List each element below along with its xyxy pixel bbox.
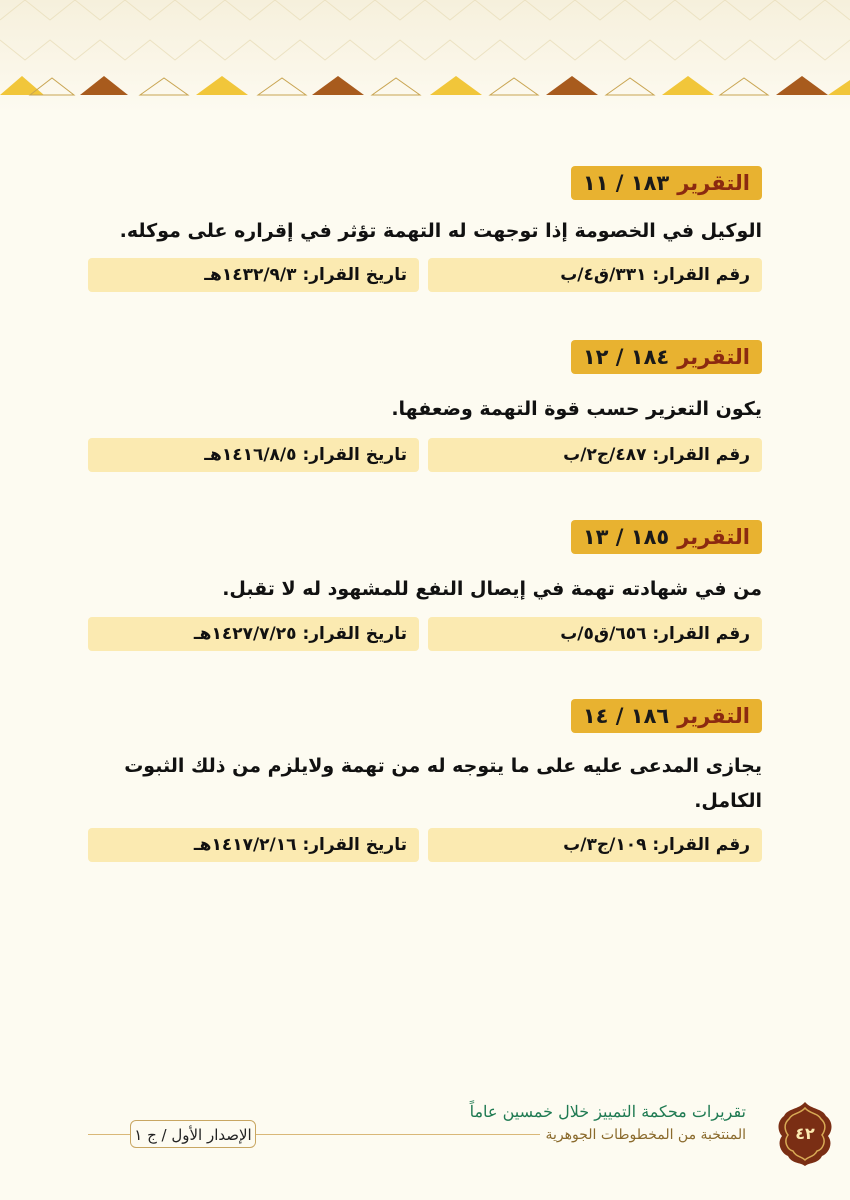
report-title-bar	[571, 340, 762, 374]
report-text: من في شهادته تهمة في إيصال النفع للمشهود له لا تقبل.	[222, 578, 762, 600]
decision-meta-row	[88, 828, 762, 862]
report-title-number: ١٨٥ / ١٣	[582, 525, 670, 549]
report-text: يجازى المدعى عليه على ما يتوجه له من تهمة ولايلزم من ذلك الثبوت الكامل.	[124, 755, 762, 812]
report-text: الوكيل في الخصومة إذا توجهت له التهمة تؤثر في إقراره على موكله.	[119, 220, 762, 242]
report-title-number: ١٨٣ / ١١	[582, 171, 670, 195]
header-ornament-band	[0, 0, 850, 112]
decision-date: تاريخ القرار: ١٤٢٧/٧/٢٥هـ	[88, 617, 419, 651]
report-title-word: التقرير	[677, 704, 750, 728]
decision-date: تاريخ القرار: ١٤٣٢/٩/٣هـ	[88, 258, 419, 292]
decision-number: رقم القرار: ١٠٩/ج٣/ب	[428, 828, 762, 862]
decision-meta-row	[88, 258, 762, 292]
report-title-word: التقرير	[677, 345, 750, 369]
decision-number: رقم القرار: ٤٨٧/ج٢/ب	[428, 438, 762, 472]
book-subtitle: المنتخبة من المخطوطات الجوهرية	[545, 1127, 746, 1143]
edition-label: الإصدار الأول / ج ١	[130, 1120, 256, 1148]
page-number-badge	[776, 1100, 834, 1168]
report-title-bar	[571, 520, 762, 554]
report-title-bar	[571, 699, 762, 733]
decision-number: رقم القرار: ٦٥٦/ق٥/ب	[428, 617, 762, 651]
decision-date: تاريخ القرار: ١٤١٧/٢/١٦هـ	[88, 828, 419, 862]
report-title-bar	[571, 166, 762, 200]
book-title: تقريرات محكمة التمييز خلال خمسين عاماً	[469, 1102, 746, 1121]
book-title-block	[469, 1100, 746, 1146]
report-title-number: ١٨٦ / ١٤	[582, 704, 670, 728]
report-text: يكون التعزير حسب قوة التهمة وضعفها.	[391, 398, 762, 420]
decision-date: تاريخ القرار: ١٤١٦/٨/٥هـ	[88, 438, 419, 472]
report-title-number: ١٨٤ / ١٢	[582, 345, 670, 369]
decision-number: رقم القرار: ٣٣١/ق٤/ب	[428, 258, 762, 292]
report-title-word: التقرير	[677, 171, 750, 195]
report-title-word: التقرير	[677, 525, 750, 549]
decision-meta-row	[88, 438, 762, 472]
decision-meta-row	[88, 617, 762, 651]
page-footer	[0, 1080, 850, 1200]
ornament-pattern-icon	[0, 0, 850, 112]
page-number: ٤٢	[795, 1124, 815, 1143]
